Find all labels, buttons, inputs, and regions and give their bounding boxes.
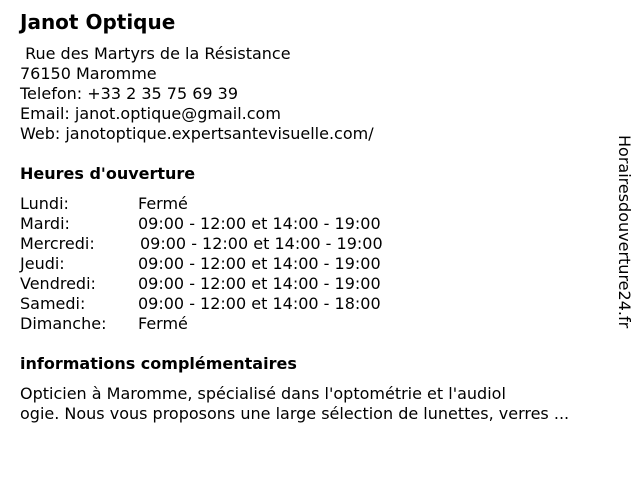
day-label: Mardi: bbox=[20, 214, 70, 233]
hours-value: 09:00 - 12:00 et 14:00 - 19:00 bbox=[138, 214, 381, 233]
additional-info-text bbox=[20, 384, 620, 424]
hours-value: 09:00 - 12:00 et 14:00 - 19:00 bbox=[140, 234, 383, 253]
site-watermark bbox=[612, 135, 636, 371]
day-label: Samedi: bbox=[20, 294, 86, 313]
info-line-1: Opticien à Maromme, spécialisé dans l'optométrie et l'audiol bbox=[20, 384, 506, 403]
address-block bbox=[20, 44, 374, 144]
hours-value: Fermé bbox=[138, 314, 188, 333]
hours-value: Fermé bbox=[138, 194, 188, 213]
business-name: Janot Optique bbox=[20, 10, 176, 34]
hours-value: 09:00 - 12:00 et 14:00 - 19:00 bbox=[138, 254, 381, 273]
additional-info-heading: informations complémentaires bbox=[20, 354, 297, 373]
street-address: Rue des Martyrs de la Résistance bbox=[20, 44, 291, 63]
day-label: Dimanche: bbox=[20, 314, 107, 333]
day-label: Lundi: bbox=[20, 194, 69, 213]
watermark-text: Horairesdouverture24.fr bbox=[615, 135, 634, 329]
city-postcode: 76150 Maromme bbox=[20, 64, 157, 83]
hours-value: 09:00 - 12:00 et 14:00 - 19:00 bbox=[138, 274, 381, 293]
website-line: Web: janotoptique.expertsantevisuelle.com/ bbox=[20, 124, 374, 143]
opening-hours-heading: Heures d'ouverture bbox=[20, 164, 196, 183]
info-line-2: ogie. Nous vous proposons une large sélection de lunettes, verres ... bbox=[20, 404, 570, 423]
day-label: Vendredi: bbox=[20, 274, 96, 293]
day-label: Mercredi: bbox=[20, 234, 95, 253]
day-label: Jeudi: bbox=[20, 254, 65, 273]
phone-line: Telefon: +33 2 35 75 69 39 bbox=[20, 84, 239, 103]
hours-value: 09:00 - 12:00 et 14:00 - 18:00 bbox=[138, 294, 381, 313]
email-line: Email: janot.optique@gmail.com bbox=[20, 104, 281, 123]
